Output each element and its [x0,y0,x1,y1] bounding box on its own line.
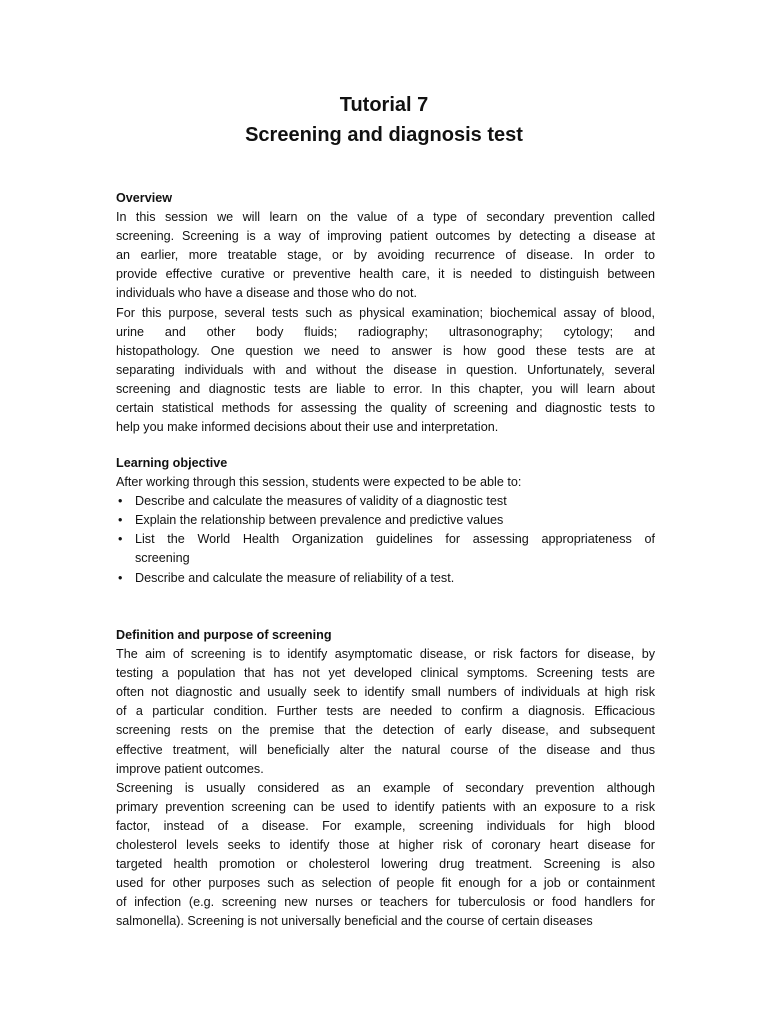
text-line: provide effective curative or preventive health care, it is needed to distinguish between [116,267,655,282]
text-line: targeted health promotion or cholesterol lowering drug treatment. Screening is also [116,857,655,872]
paragraph [116,779,655,932]
text-line: certain statistical methods for assessing the quality of screening and diagnostic tests to [116,401,655,416]
bullet-icon: • [118,513,123,528]
text-line: individuals who have a disease and those who do not. [116,286,418,301]
overview-heading: Overview [116,191,173,205]
text-line: primary prevention screening can be used to identify patients with an exposure to a risk [116,799,655,814]
list-item-text: screening [135,551,190,566]
text-line: For this purpose, several tests such as physical examination; biochemical assay of blood, [116,305,655,320]
definition-heading: Definition and purpose of screening [116,628,332,642]
bullet-icon: • [118,532,123,547]
learning-objective-section [116,454,655,588]
text-line: used for other purposes such as selection of people fit enough for a job or containment [116,876,655,891]
text-line: screening. Screening is a way of improving patient outcomes by detecting a disease at [116,229,655,244]
text-line: an earlier, more treatable stage, or by avoiding recurrence of disease. In order to [116,248,655,263]
list-item-text: Explain the relationship between prevalence and predictive values [135,513,504,528]
text-line: help you make informed decisions about their use and interpretation. [116,420,499,435]
text-line: of infection (e.g. screening new nurses or teachers for tuberculosis or food handlers for [116,895,655,910]
learning-objective-heading: Learning objective [116,456,228,470]
list-item [116,569,655,588]
list-item-text: Describe and calculate the measure of reliability of a test. [135,570,455,585]
text-line: histopathology. One question we need to answer is how good these tests are at [116,343,655,358]
document-subtitle: Screening and diagnosis test [245,124,523,146]
text-line: of a particular condition. Further tests are needed to confirm a diagnosis. Efficacious [116,704,655,719]
text-line: separating individuals with and without the disease in question. Unfortunately, several [116,362,655,377]
definition-section [116,626,655,932]
text-line: Screening is usually considered as an example of secondary prevention although [116,780,655,795]
text-line: salmonella). Screening is not universally beneficial and the course of certain diseases [116,914,593,929]
learning-objective-intro: After working through this session, students were expected to be able to: [116,475,522,490]
learning-objective-list [116,492,655,587]
text-line: testing a population that has not yet developed clinical symptoms. Screening tests are [116,666,655,681]
text-line: cholesterol levels seeks to identify those at higher risk of coronary heart disease for [116,838,655,853]
overview-body [116,208,655,437]
paragraph [116,208,655,303]
list-item-text: List the World Health Organization guidelines for assessing appropriateness of [135,532,655,547]
list-item [116,530,655,568]
text-line: improve patient outcomes. [116,761,264,776]
bullet-icon: • [118,570,123,585]
list-item [116,511,655,530]
document-title: Tutorial 7 [339,94,429,116]
list-item [116,492,655,511]
text-line: screening and diagnostic tests are liable to error. In this chapter, you will learn about [116,381,655,396]
text-line: In this session we will learn on the value of a type of secondary prevention called [116,210,655,225]
overview-section [116,189,655,437]
text-line: effective treatment, will beneficially alter the natural course of the disease and thus [116,742,655,757]
text-line: factor, instead of a disease. For example, screening individuals for high blood [116,818,655,833]
bullet-icon: • [118,494,123,509]
paragraph [116,645,655,779]
text-line: screening rests on the premise that the detection of early disease, and subsequent [116,723,655,738]
text-line: The aim of screening is to identify asymptomatic disease, or risk factors for disease, by [116,647,655,662]
text-line: often not diagnostic and usually seek to identify small numbers of individuals at high risk [116,685,655,700]
list-item-text: Describe and calculate the measures of validity of a diagnostic test [135,494,507,509]
paragraph [116,304,655,438]
text-line: urine and other body fluids; radiography; ultrasonography; cytology; and [116,324,655,339]
definition-body [116,645,655,931]
